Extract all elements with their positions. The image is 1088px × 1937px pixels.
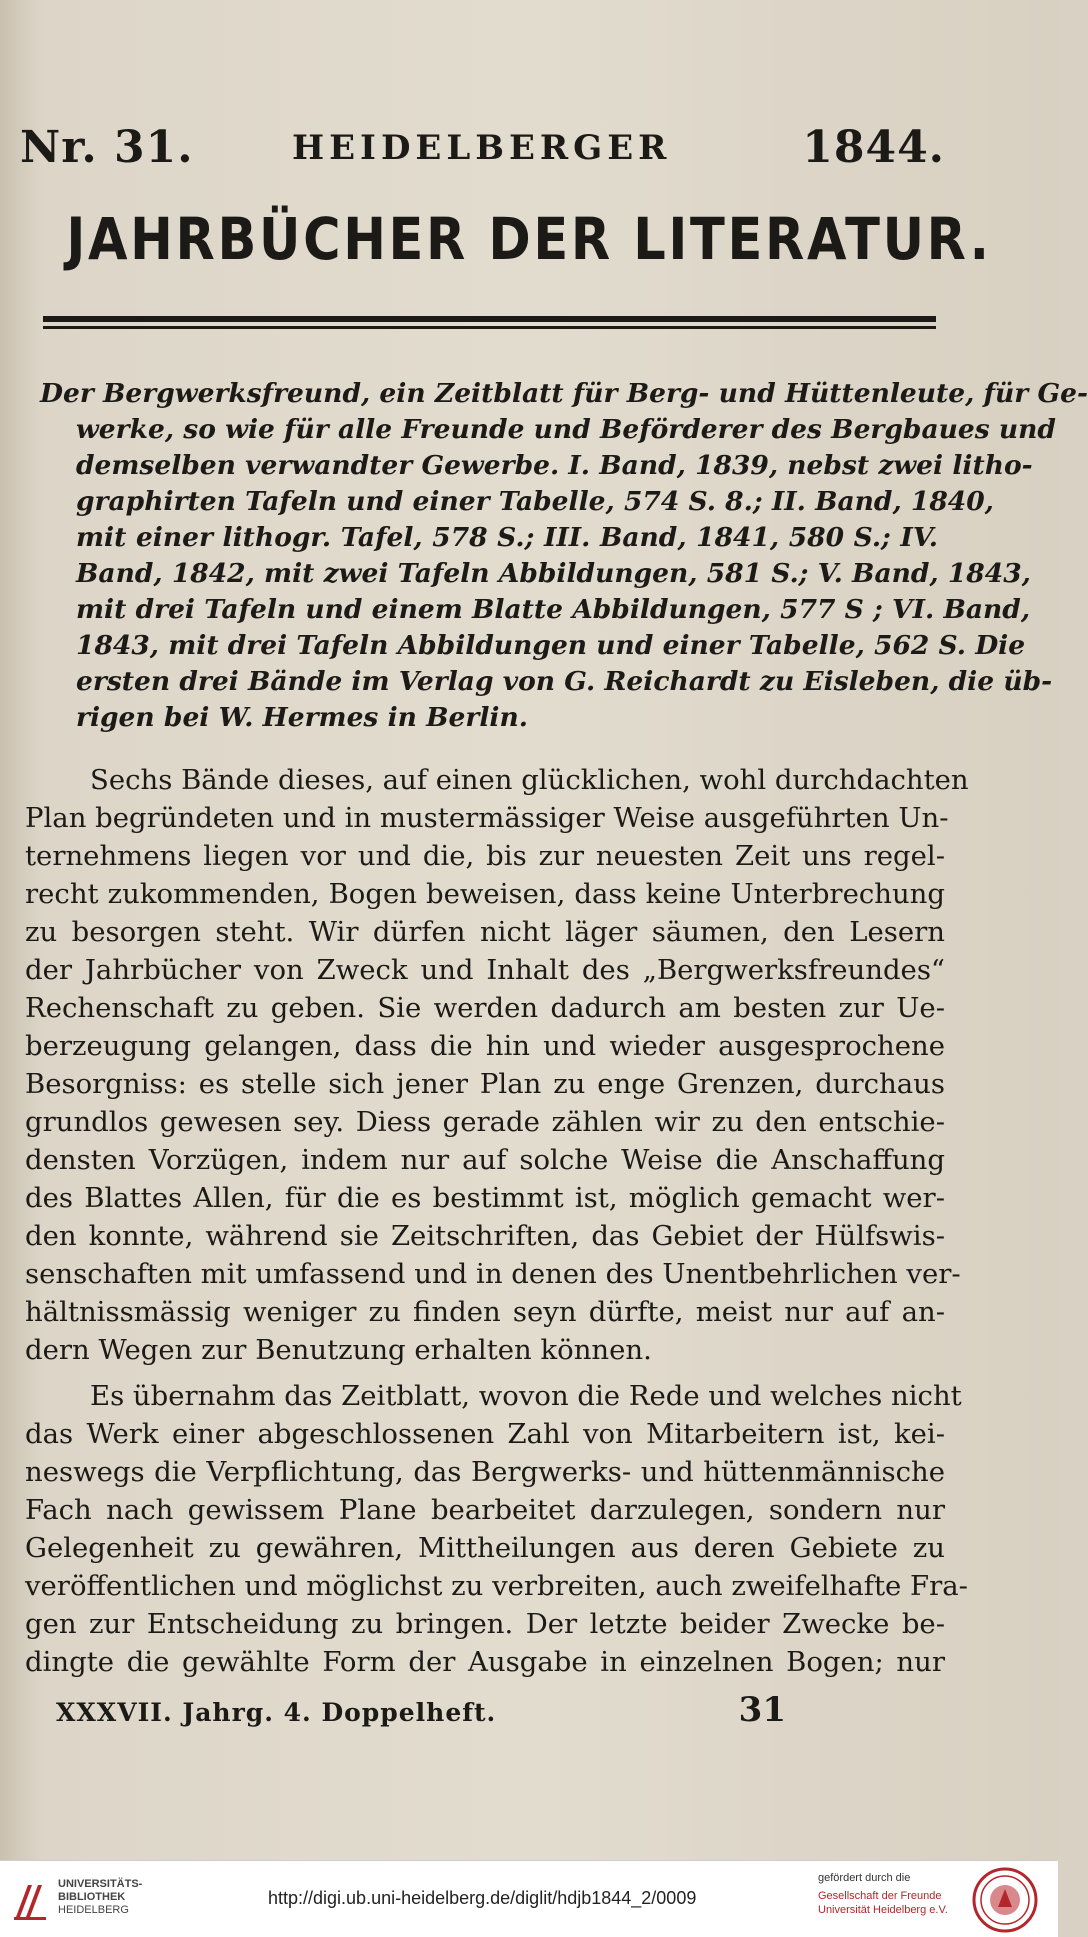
heading-line: Band, 1842, mit zwei Tafeln Abbildungen, 581 S.; V. Band, 1843, <box>76 558 1031 589</box>
viewer-footer-bar <box>0 1860 1058 1937</box>
masthead: JAHRBÜCHER DER LITERATUR. <box>66 205 992 273</box>
university-library-logo-icon[interactable] <box>12 1881 48 1921</box>
body-line: hältnissmässig weniger zu finden seyn dürfte, meist nur auf an- <box>25 1296 945 1328</box>
body-line: grundlos gewesen sey. Diess gerade zählen wir zu den entschie- <box>25 1106 945 1138</box>
signature-mark: XXXVII. Jahrg. 4. Doppelheft. <box>56 1698 497 1727</box>
body-line: Gelegenheit zu gewähren, Mittheilungen aus deren Gebiete zu <box>25 1532 945 1564</box>
heading-line: rigen bei W. Hermes in Berlin. <box>76 702 528 733</box>
heading-line: graphirten Tafeln und einer Tabelle, 574 S. 8.; II. Band, 1840, <box>76 486 994 517</box>
permalink-url[interactable]: http://digi.ub.uni-heidelberg.de/diglit/hdjb1844_2/0009 <box>268 1888 697 1908</box>
body-line: Plan begründeten und in mustermässiger Weise ausgeführten Un- <box>25 802 949 834</box>
body-line: Es übernahm das Zeitblatt, wovon die Rede und welches nicht <box>90 1380 962 1412</box>
body-line: Rechenschaft zu geben. Sie werden dadurch am besten zur Ue- <box>25 992 945 1024</box>
body-line: der Jahrbücher von Zweck und Inhalt des „Bergwerksfreundes“ <box>25 954 945 986</box>
body-line: dern Wegen zur Benutzung erhalten können. <box>25 1334 652 1366</box>
heading-line: ersten drei Bände im Verlag von G. Reichardt zu Eisleben, die üb- <box>76 666 1053 697</box>
body-line: zu besorgen steht. Wir dürfen nicht läger säumen, den Lesern <box>25 916 945 948</box>
heading-line: mit einer lithogr. Tafel, 578 S.; III. Band, 1841, 580 S.; IV. <box>76 522 938 553</box>
body-line: Besorgniss: es stelle sich jener Plan zu enge Grenzen, durchaus <box>25 1068 945 1100</box>
running-header <box>20 122 945 182</box>
library-name: UNIVERSITÄTS- BIBLIOTHEK HEIDELBERG <box>58 1878 143 1916</box>
heading-line: demselben verwandter Gewerbe. I. Band, 1839, nebst zwei litho- <box>76 450 1033 481</box>
heading-line: werke, so wie für alle Freunde und Beförderer des Bergbaues und <box>76 414 1056 445</box>
body-line: des Blattes Allen, für die es bestimmt ist, möglich gemacht wer- <box>25 1182 945 1214</box>
body-line: berzeugung gelangen, dass die hin und wieder ausgesprochene <box>25 1030 945 1062</box>
masthead-rule-thin <box>43 326 936 329</box>
body-line: dingte die gewählte Form der Ausgabe in einzelnen Bogen; nur <box>25 1646 945 1678</box>
body-line: den konnte, während sie Zeitschriften, das Gebiet der Hülfswis- <box>25 1220 945 1252</box>
body-line: senschaften mit umfassend und in denen des Unentbehrlichen ver- <box>25 1258 961 1290</box>
body-line: neswegs die Verpflichtung, das Bergwerks- und hüttenmännische <box>25 1456 945 1488</box>
page-number: 31 <box>738 1690 786 1730</box>
body-line: gen zur Entscheidung zu bringen. Der letzte beider Zwecke be- <box>25 1608 945 1640</box>
body-line: densten Vorzügen, indem nur auf solche Weise die Anschaffung <box>25 1144 945 1176</box>
body-line: Fach nach gewissem Plane bearbeitet darzulegen, sondern nur <box>25 1494 945 1526</box>
journal-title: HEIDELBERGER <box>292 128 672 168</box>
sponsor-credit: gefördert durch die Gesellschaft der Freunde Universität Heidelberg e.V. <box>818 1872 948 1916</box>
heading-line: mit drei Tafeln und einem Blatte Abbildungen, 577 S ; VI. Band, <box>76 594 1031 625</box>
issue-year: 1844. <box>802 122 945 173</box>
heading-line: Der Bergwerksfreund, ein Zeitblatt für Berg- und Hüttenleute, für Ge- <box>40 378 1088 409</box>
body-line: das Werk einer abgeschlossenen Zahl von Mitarbeitern ist, kei- <box>25 1418 945 1450</box>
masthead-rule-thick <box>43 316 936 322</box>
body-line: recht zukommenden, Bogen beweisen, dass keine Unterbrechung <box>25 878 945 910</box>
heading-line: 1843, mit drei Tafeln Abbildungen und einer Tabelle, 562 S. Die <box>76 630 1026 661</box>
page-footer <box>56 1690 786 1730</box>
body-line: veröffentlichen und möglichst zu verbreiten, auch zweifelhafte Fra- <box>25 1570 968 1602</box>
issue-number: Nr. 31. <box>20 122 194 173</box>
university-seal-icon <box>972 1867 1038 1933</box>
body-line: Sechs Bände dieses, auf einen glücklichen, wohl durchdachten <box>90 764 969 796</box>
body-line: ternehmens liegen vor und die, bis zur neuesten Zeit uns regel- <box>25 840 945 872</box>
